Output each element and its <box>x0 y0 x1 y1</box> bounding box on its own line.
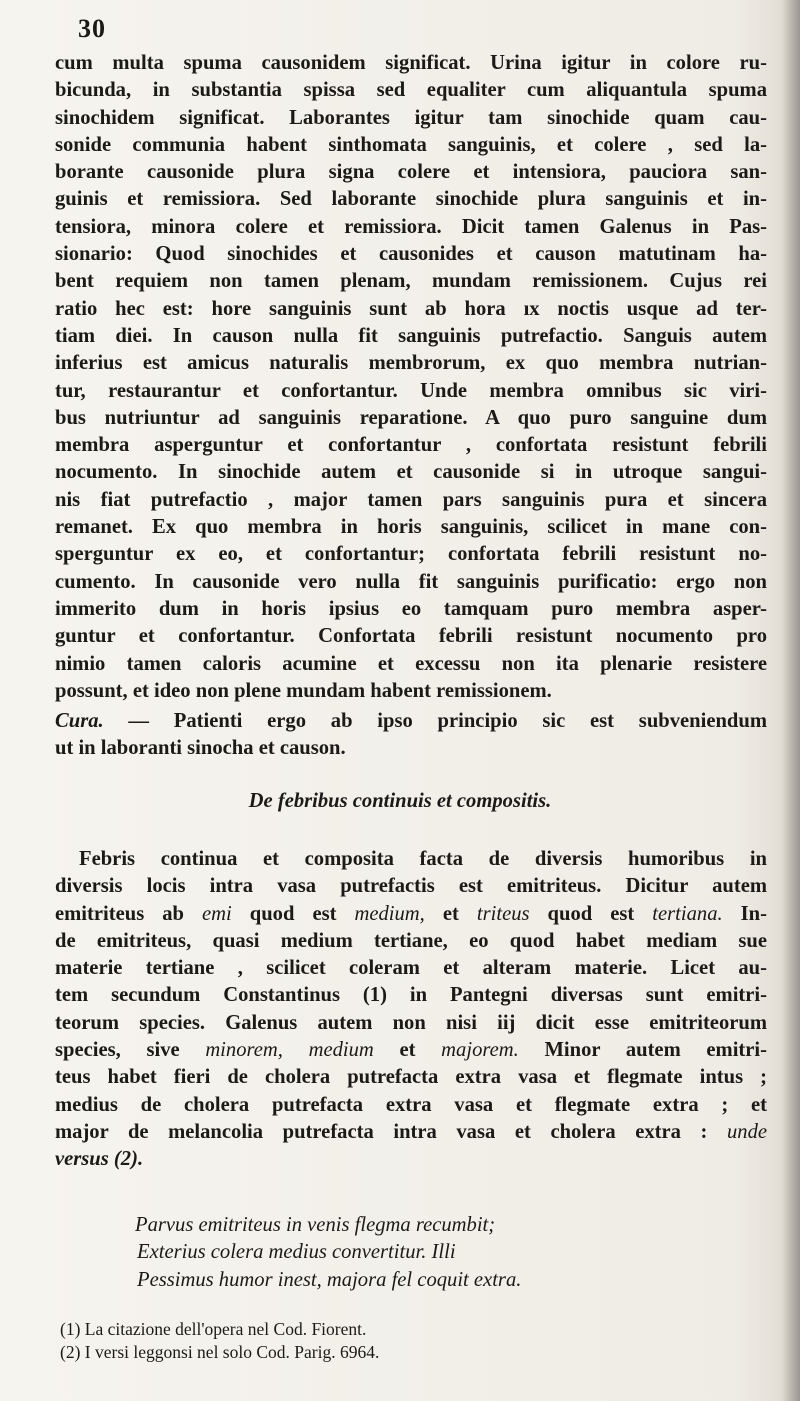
cura-label: Cura. <box>55 710 104 732</box>
text-line: materie tertiane , scilicet coleram et alteram materie. Licet au- <box>55 957 767 980</box>
text-line: borante causonide plura signa colere et intensiora, pauciora san- <box>55 161 767 184</box>
verse-line: Exterius colera medius convertitur. Illi <box>137 1241 456 1264</box>
text-line: remanet. Ex quo membra in horis sanguinis, scilicet in mane con- <box>55 516 767 539</box>
page-number: 30 <box>78 14 106 43</box>
text-line: possunt, et ideo non plene mundam habent remissionem. <box>55 679 552 702</box>
text-line: sonide communia habent sinthomata sanguinis, et colere , sed la- <box>55 133 767 156</box>
cura-paragraph <box>55 708 767 763</box>
text-line: bent requiem non tamen plenam, mundam remissionem. Cujus rei <box>55 270 767 293</box>
text-line: tensiora, minora colere et remissiora. Dicit tamen Galenus in Pas- <box>55 215 767 238</box>
text-run: quod est <box>529 902 653 925</box>
text-run: species, sive <box>55 1039 206 1062</box>
text-run: emitriteus ab <box>55 902 202 925</box>
italic-term: triteus <box>476 902 530 925</box>
text-line: teorum species. Galenus autem non nisi iij dicit esse emitriteorum <box>55 1011 767 1034</box>
text-line: bicunda, in substantia spissa sed equaliter cum aliquantula spuma <box>55 79 767 102</box>
text-run: major de melancolia putrefacta intra vasa et cholera extra : <box>55 1120 727 1143</box>
text-line <box>55 1037 767 1064</box>
text-run: et <box>424 902 477 925</box>
text-line: cumento. In causonide vero nulla fit sanguinis purificatio: ergo non <box>55 570 767 593</box>
text-line: inferius est amicus naturalis membrorum, ex quo membra nutrian- <box>55 352 767 375</box>
verse-line: Parvus emitriteus in venis flegma recumbit; <box>135 1214 496 1236</box>
cura-text: — Patienti ergo ab ipso principio sic est subveniendum <box>103 710 767 732</box>
paragraph-2 <box>55 846 767 1174</box>
text-line <box>55 901 767 928</box>
verse-quotation <box>135 1212 695 1294</box>
text-line: medius de cholera putrefacta extra vasa et flegmate extra ; et <box>55 1093 767 1116</box>
text-run: quod est <box>231 902 355 925</box>
text-line: versus (2). <box>55 1148 144 1171</box>
text-run: et <box>373 1039 442 1062</box>
text-line: sinochidem significat. Laborantes igitur tam sinochide quam cau- <box>55 106 767 129</box>
text-line <box>55 1119 767 1146</box>
text-line: ut in laboranti sinocha et causon. <box>55 737 346 760</box>
text-line: tem secundum Constantinus (1) in Pantegni diversas sunt emitri- <box>55 984 767 1007</box>
footnote: (2) I versi leggonsi nel solo Cod. Parig. 6964. <box>60 1342 380 1362</box>
italic-term: medium <box>308 1039 374 1062</box>
italic-term: tertiana. <box>652 902 723 925</box>
italic-term: minorem, <box>205 1039 283 1062</box>
text-line: teus habet fieri de cholera putrefacta extra vasa et flegmate intus ; <box>55 1066 767 1089</box>
italic-term: emi <box>202 902 232 925</box>
text-line: cum multa spuma causonidem significat. Urina igitur in colore ru- <box>55 52 767 74</box>
text-line: immerito dum in horis ipsius eo tamquam puro membra asper- <box>55 597 767 620</box>
text-line: tiam diei. In causon nulla fit sanguinis putrefactio. Sanguis autem <box>55 324 767 347</box>
italic-term: unde <box>726 1120 767 1143</box>
text-line: sperguntur ex eo, et confortantur; confortata febrili resistunt no- <box>55 543 767 566</box>
footnote: (1) La citazione dell'opera nel Cod. Fiorent. <box>60 1319 367 1339</box>
text-run: In- <box>722 902 767 925</box>
italic-term: majorem. <box>441 1039 519 1062</box>
text-line: nis fiat putrefactio , major tamen pars sanguinis pura et sincera <box>55 488 767 511</box>
section-title: De febribus continuis et compositis. <box>248 790 552 812</box>
verse-line: Pessimus humor inest, majora fel coquit extra. <box>137 1268 522 1291</box>
text-line: guinis et remissiora. Sed laborante sinochide plura sanguinis et in- <box>55 188 767 211</box>
text-line: sionario: Quod sinochides et causonides et causon matutinam ha- <box>55 243 767 266</box>
text-line: membra asperguntur et confortantur , confortata resistunt febrili <box>55 434 767 457</box>
text-line: bus nutriuntur ad sanguinis reparatione. A quo puro sanguine dum <box>55 406 767 429</box>
text-line: tur, restaurantur et confortantur. Unde membra omnibus sic viri- <box>55 379 767 402</box>
paragraph-1 <box>55 50 767 705</box>
italic-term: medium, <box>354 902 425 925</box>
text-line: Febris continua et composita facta de diversis humoribus in <box>79 848 767 870</box>
footnotes <box>60 1318 700 1364</box>
text-line: de emitriteus, quasi medium tertiane, eo quod habet mediam sue <box>55 929 767 952</box>
text-line: diversis locis intra vasa putrefactis est emitriteus. Dicitur autem <box>55 875 767 898</box>
text-line: nimio tamen caloris acumine et excessu non ita plenarie resistere <box>55 652 767 675</box>
text-line <box>55 708 767 735</box>
text-line: nocumento. In sinochide autem et causonide si in utroque sangui- <box>55 461 767 484</box>
text-line: ratio hec est: hore sanguinis sunt ab hora ıx noctis usque ad ter- <box>55 297 767 320</box>
text-run <box>283 1039 309 1061</box>
page-edge-shadow <box>782 0 800 1401</box>
text-run: Minor autem emitri- <box>518 1039 767 1062</box>
text-line: guntur et confortantur. Confortata febrili resistunt nocumento pro <box>55 625 767 648</box>
